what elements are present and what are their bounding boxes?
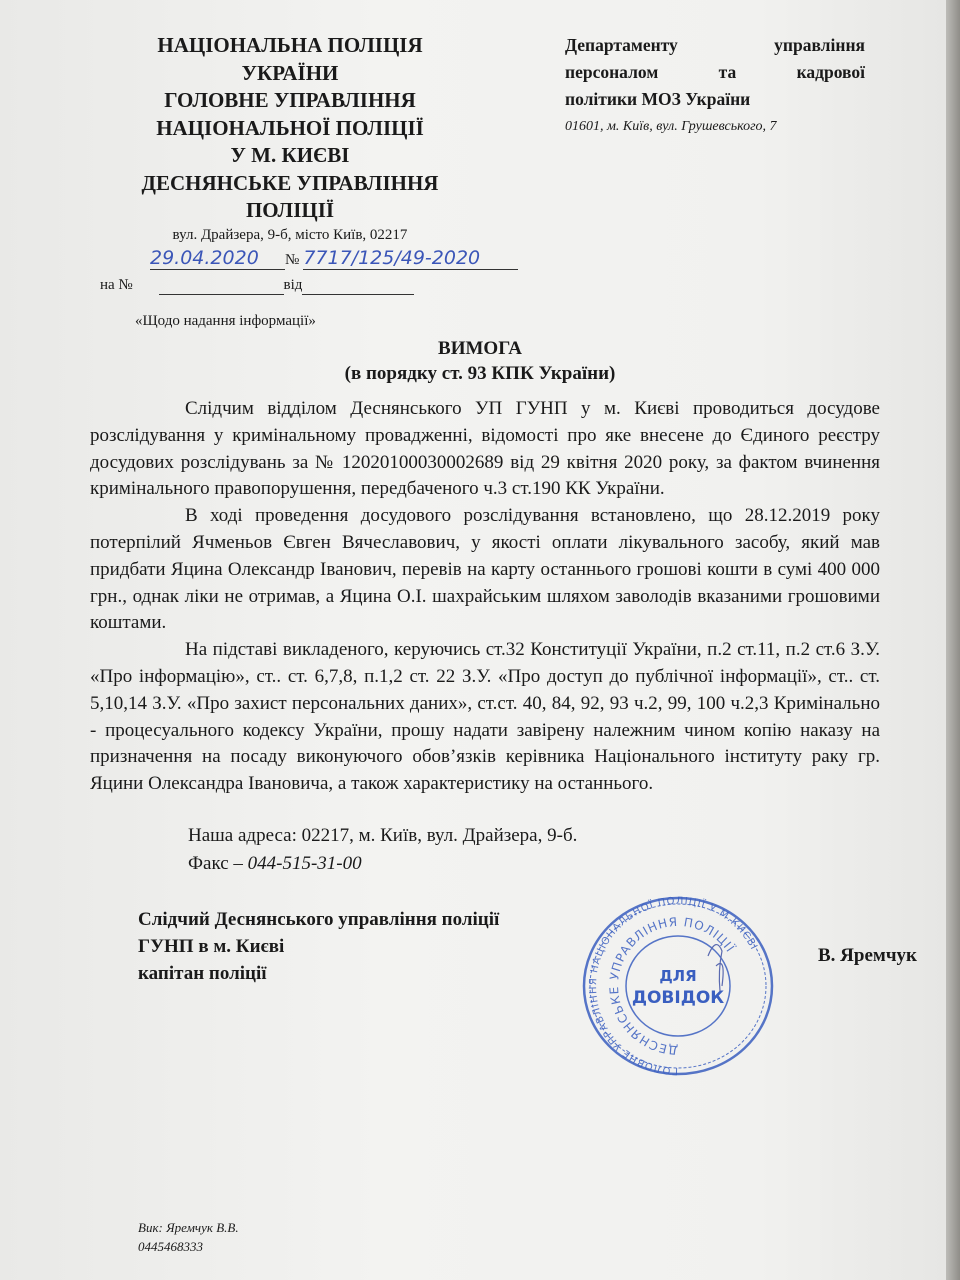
stamp-ring-text: ГОЛОВНЕ УПРАВЛІННЯ НАЦІОНАЛЬНОЇ ПОЛІЦІЇ У М.КИЄВІ bbox=[587, 895, 760, 1076]
handwritten-number: 7717/125/49-2020 bbox=[303, 247, 518, 270]
document-body bbox=[90, 396, 880, 798]
org-line: УКРАЇНИ bbox=[241, 60, 339, 85]
recipient-block bbox=[565, 32, 865, 140]
document-content bbox=[90, 396, 917, 1076]
org-line: ДЕСНЯНСЬКЕ УПРАВЛІННЯ bbox=[141, 170, 439, 195]
stamp-inner-text: ДЕСНЯНСЬКЕ УПРАВЛІННЯ ПОЛІЦІЇ bbox=[606, 914, 738, 1058]
paragraph: В ході проведення досудового розслідування встановлено, що 28.12.2019 року потерпілий Ячменьов Євген Вячеславович, у якості оплати лікувального засобу, який мав придбати Яцина Олександр Іванович, перевів на карту останнього грошові кошти в сумі 400 000 грн., однак ліки не отримав, а Яцина О.І. шахрайським шляхом заволодів вказаними грошовими коштами. bbox=[90, 505, 880, 634]
title-main: ВИМОГА bbox=[438, 338, 522, 359]
number-label: № bbox=[285, 252, 300, 268]
fax-number: 044-515-31-00 bbox=[247, 852, 362, 874]
recipient-line: персоналом та кадрової bbox=[565, 62, 865, 82]
org-line: ПОЛІЦІЇ bbox=[245, 198, 335, 222]
org-line: ГОЛОВНЕ УПРАВЛІННЯ bbox=[164, 88, 416, 112]
signature-area bbox=[138, 895, 917, 1076]
signatory-line: ГУНП в м. Києві bbox=[138, 935, 285, 957]
paragraph: Слідчим відділом Деснянського УП ГУНП у м. Києві проводиться досудове розслідування у кримінальному провадженні, відомості про яке внесене до Єдиного реєстру досудових розслідувань за № 12020100030002689 від 29 квітня 2020 року, за фактом вчинення кримінального правопорушення, передбаченого ч.3 ст.190 КК України. bbox=[90, 398, 880, 500]
outgoing-ref bbox=[150, 247, 518, 271]
incoming-ref bbox=[100, 276, 414, 295]
signatory-block bbox=[138, 906, 558, 987]
official-stamp bbox=[578, 896, 778, 1076]
executor-phone: 0445468333 bbox=[138, 1239, 203, 1254]
executor-name: Вик: Яремчук В.В. bbox=[138, 1220, 239, 1235]
org-line: НАЦІОНАЛЬНА ПОЛІЦІЯ bbox=[157, 33, 423, 57]
recipient-address: 01601, м. Київ, вул. Грушевського, 7 bbox=[565, 119, 777, 134]
from-label: від bbox=[283, 277, 303, 293]
background-table-edge bbox=[946, 0, 960, 1280]
org-line: НАЦІОНАЛЬНОЇ ПОЛІЦІЇ bbox=[156, 115, 424, 140]
executor-block bbox=[138, 1218, 239, 1256]
signatory-line: капітан поліції bbox=[138, 962, 267, 984]
handwritten-date: 29.04.2020 bbox=[150, 247, 285, 270]
contact-address: Наша адреса: 02217, м. Київ, вул. Драйзера, 9-б. bbox=[188, 824, 578, 846]
org-line: У М. КИЄВІ bbox=[230, 143, 350, 167]
signatory-name: В. Яремчук bbox=[818, 944, 917, 966]
stamp-center-line: ДЛЯ bbox=[659, 966, 697, 985]
signatory-line: Слідчий Деснянського управління поліції bbox=[138, 908, 500, 930]
issuer-header bbox=[110, 32, 470, 245]
stamp-center-line: ДОВІДОК bbox=[631, 987, 725, 1008]
subject: «Щодо надання інформації» bbox=[135, 313, 316, 329]
contact-block bbox=[188, 822, 880, 878]
issuer-address: вул. Драйзера, 9-б, місто Київ, 02217 bbox=[172, 226, 408, 243]
fax-label: Факс – bbox=[188, 852, 248, 874]
title-sub: (в порядку ст. 93 КПК України) bbox=[344, 363, 616, 384]
document-title bbox=[0, 336, 960, 386]
recipient-line: Департаменту управління bbox=[565, 35, 865, 55]
ref-label: на № bbox=[100, 277, 133, 293]
recipient-line: політики МОЗ України bbox=[565, 89, 751, 109]
paragraph: На підставі викладеного, керуючись ст.32 Конституції України, п.2 ст.11, п.2 ст.6 З.У. «Про інформацію», ст.. ст. 6,7,8, п.1,2 ст. 22 З.У. «Про доступ до публічної інформації», ст.. ст. 5,10,14 З.У. «Про захист персональних даних», ст.ст. 40, 84, 92, 93 ч.2, 99, 100 ч.2,3 Кримінально - процесуального кодексу України, прошу надати завірену належним чином копію наказу на призначення на посаду виконуючого обов’язків керівника Національного інституту раку гр. Яцини Олександра Івановича, а також характеристику на останнього. bbox=[90, 639, 880, 795]
